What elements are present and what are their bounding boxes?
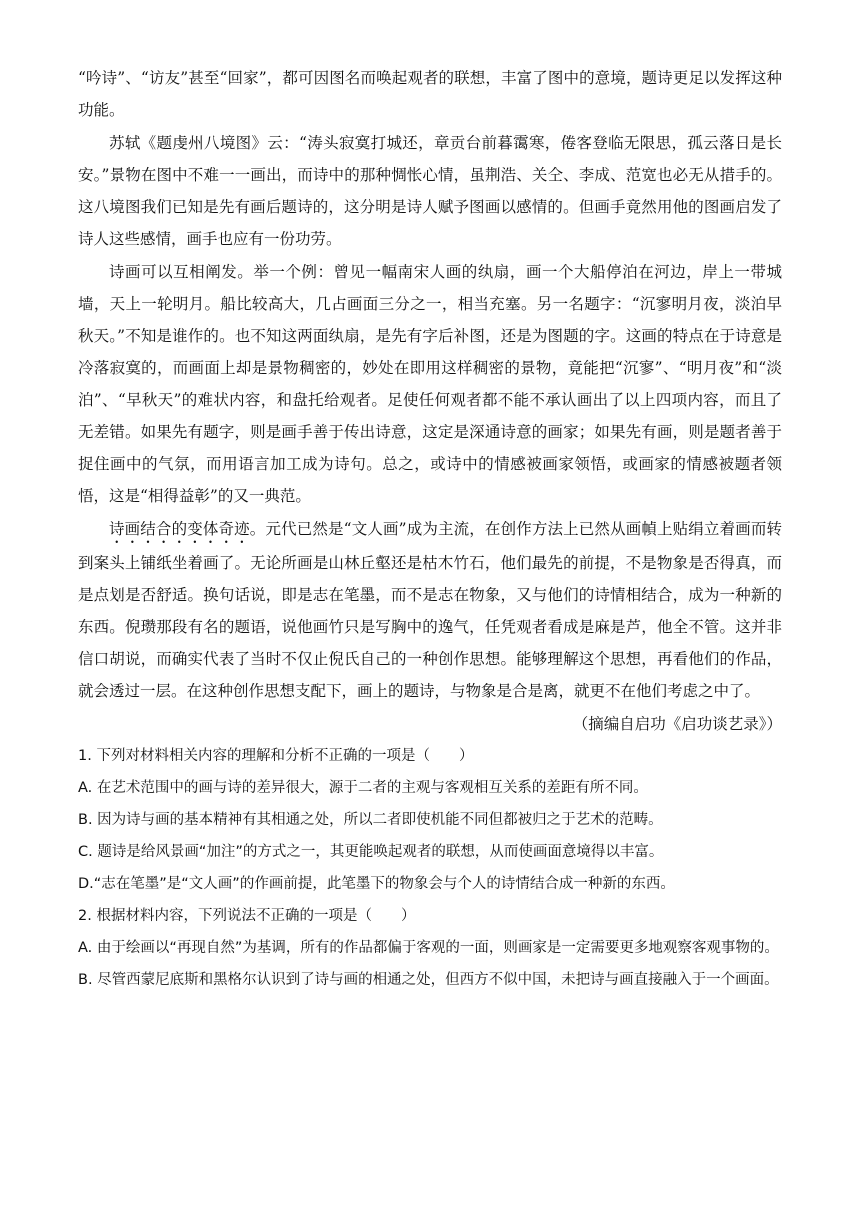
paragraph-4 [78, 513, 782, 707]
source-citation: （摘编自启功《启功谈艺录》） [572, 715, 782, 733]
question-stem: 1. 下列对材料相关内容的理解和分析不正确的一项是（ ） [78, 748, 474, 764]
question-stem: 2. 根据材料内容，下列说法不正确的一项是（ ） [78, 908, 416, 924]
question-1 [78, 740, 782, 900]
option-c: C. 题诗是给风景画“加注”的方式之一，其更能唤起观者的联想，从而使画面意境得以丰富。 [78, 844, 664, 860]
paragraph-2: 苏轼《题虔州八境图》云：“涛头寂寞打城还，章贡台前暮霭寒，倦客登临无限思，孤云落日是长安。”景物在图中不难一一画出，而诗中的那种惆怅心情，虽荆浩、关仝、李成、范宽也必无从措手的。这八境图我们已知是先有画后题诗的，这分明是诗人赋予图画以感情的。但画手竟然用他的图画启发了诗人这些感情，画手也应有一份功劳。 [78, 134, 782, 248]
paragraph-3: 诗画可以互相阐发。举一个例：曾见一幅南宋人画的纨扇，画一个大船停泊在河边，岸上一带城墙，天上一轮明月。船比较高大，几占画面三分之一，相当充塞。另一名题字：“沉寥明月夜，淡泊早秋天。”不知是谁作的。也不知这两面纨扇，是先有字后补图，还是为图题的字。这画的特点在于诗意是冷落寂寞的，而画面上却是景物稠密的，妙处在即用这样稠密的景物，竟能把“沉寥”、“明月夜”和“淡泊”、“早秋天”的难状内容，和盘托给观者。足使任何观者都不能不承认画出了以上四项内容，而且了无差错。如果先有题字，则是画手善于传出诗意，这定是深通诗意的画家；如果先有画，则是题者善于捉住画中的气氛，而用语言加工成为诗句。总之，或诗中的情感被画家领悟，或画家的情感被题者领悟，这是“相得益彰”的又一典范。 [78, 263, 782, 505]
emphasized-phrase: 诗画结合的变体奇迹 [109, 520, 250, 538]
option-d: D.“志在笔墨”是“文人画”的作画前提，此笔墨下的物象会与个人的诗情结合成一种新的东西。 [78, 876, 675, 892]
question-2 [78, 900, 782, 996]
paragraph-4-body: 。元代已然是“文人画”成为主流，在创作方法上已然从画幀上贴绢立着画而转到案头上铺纸坐着画了。无论所画是山林丘壑还是枯木竹石，他们最先的前提，不是物象是否得真，而是点划是否舒适。换句话说，即是志在笔墨，而不是志在物象，又与他们的诗情相结合，成为一种新的东西。倪瓒那段有名的题语，说他画竹只是写胸中的逸气，任凭观者看成是麻是芦，他全不管。这并非信口胡说，而确实代表了当时不仅止倪氏自己的一种创作思想。能够理解这个思想，再看他们的作品，就会透过一层。在这种创作思想支配下，画上的题诗，与物象是合是离，就更不在他们考虑之中了。 [78, 520, 782, 700]
option-b: B. 尽管西蒙尼底斯和黑格尔认识到了诗与画的相通之处，但西方不似中国，未把诗与画直接融入于一个画面。 [78, 972, 779, 988]
option-b: B. 因为诗与画的基本精神有其相通之处，所以二者即使机能不同但都被归之于艺术的范畴。 [78, 812, 663, 828]
option-a: A. 在艺术范围中的画与诗的差异很大，源于二者的主观与客观相互关系的差距有所不同。 [78, 780, 648, 796]
option-a: A. 由于绘画以“再现自然”为基调，所有的作品都偏于客观的一面，则画家是一定需要更多地观察客观事物的。 [78, 940, 779, 956]
paragraph-1: “吟诗”、“访友”甚至“回家”，都可因图名而唤起观者的联想，丰富了图中的意境，题诗更足以发挥这种功能。 [78, 69, 782, 119]
